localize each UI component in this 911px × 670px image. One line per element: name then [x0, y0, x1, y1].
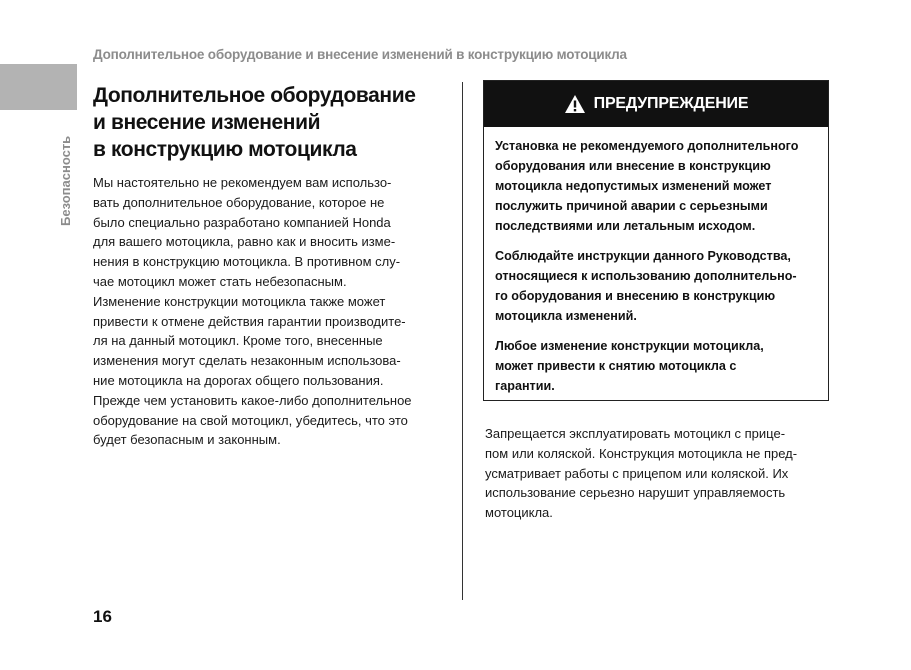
warning-body — [484, 127, 828, 396]
body-line: ние мотоцикла на дорогах общего пользования. — [93, 372, 384, 388]
trailer-note-line: Запрещается эксплуатировать мотоцикл с прице- — [485, 426, 786, 441]
body-line: для вашего мотоцикла, равно как и вносить изме- — [93, 234, 396, 250]
main-section — [93, 82, 443, 450]
warning-line: Соблюдайте инструкции данного Руководства, — [495, 249, 791, 263]
warning-paragraph — [495, 136, 818, 236]
warning-paragraph — [495, 246, 818, 326]
body-line: было специально разработано компанией Honda — [93, 214, 391, 230]
section-tab — [58, 118, 78, 228]
warning-title: ПРЕДУПРЕЖДЕНИЕ — [593, 95, 749, 112]
body-line: оборудование на свой мотоцикл, убедитесь, что это — [93, 412, 408, 428]
section-body — [93, 173, 443, 450]
trailer-note-line: пом или коляской. Конструкция мотоцикла не пред- — [485, 445, 798, 461]
body-line: будет безопасным и законным. — [93, 432, 281, 448]
section-title — [93, 82, 443, 163]
warning-line: мотоцикла изменений. — [495, 309, 637, 323]
section-title-line: Дополнительное оборудование — [93, 84, 416, 107]
warning-line: мотоцикла недопустимых изменений может — [495, 179, 772, 193]
trailer-note-line: усматривает работы с прицепом или коляской. Их — [485, 465, 789, 481]
warning-box — [483, 80, 829, 401]
warning-line: последствиями или летальным исходом. — [495, 219, 756, 233]
body-line: изменения могут сделать незаконным использова- — [93, 353, 401, 369]
body-line: привести к отмене действия гарантии производите- — [93, 313, 406, 329]
warning-line: Установка не рекомендуемого дополнительного — [495, 139, 799, 153]
warning-line: оборудования или внесение в конструкцию — [495, 159, 771, 173]
body-line: Мы настоятельно не рекомендуем вам использо- — [93, 175, 392, 190]
running-header: Дополнительное оборудование и внесение изменений в конструкцию мотоцикла — [93, 47, 627, 62]
trailer-note-line: мотоцикла. — [485, 505, 553, 521]
body-line: Прежде чем установить какое-либо дополнительное — [93, 392, 412, 408]
warning-line: гарантии. — [495, 379, 555, 393]
section-title-line: в конструкцию мотоцикла — [93, 138, 357, 161]
section-tab-marker — [0, 64, 77, 110]
warning-header — [484, 81, 828, 127]
warning-line: го оборудования и внесению в конструкцию — [495, 289, 776, 303]
warning-triangle-icon — [564, 94, 586, 114]
section-title-line: и внесение изменений — [93, 111, 321, 134]
page-number: 16 — [93, 607, 112, 626]
warning-line: относящиеся к использованию дополнительно- — [495, 269, 797, 283]
warning-line: может привести к снятию мотоцикла с — [495, 359, 737, 373]
body-line: ля на данный мотоцикл. Кроме того, внесенные — [93, 333, 383, 349]
body-line: Изменение конструкции мотоцикла также может — [93, 293, 386, 309]
trailer-note-line: использование серьезно нарушит управляемость — [485, 485, 786, 501]
column-divider — [462, 82, 463, 600]
section-tab-label: Безопасность — [58, 135, 73, 226]
body-line: чае мотоцикл может стать небезопасным. — [93, 273, 347, 289]
body-line: вать дополнительное оборудование, которое не — [93, 194, 385, 210]
body-line: нения в конструкцию мотоцикла. В противном слу- — [93, 254, 401, 270]
warning-line: послужить причиной аварии с серьезными — [495, 199, 768, 213]
trailer-note — [485, 424, 845, 523]
warning-paragraph — [495, 336, 818, 396]
warning-line: Любое изменение конструкции мотоцикла, — [495, 339, 764, 353]
